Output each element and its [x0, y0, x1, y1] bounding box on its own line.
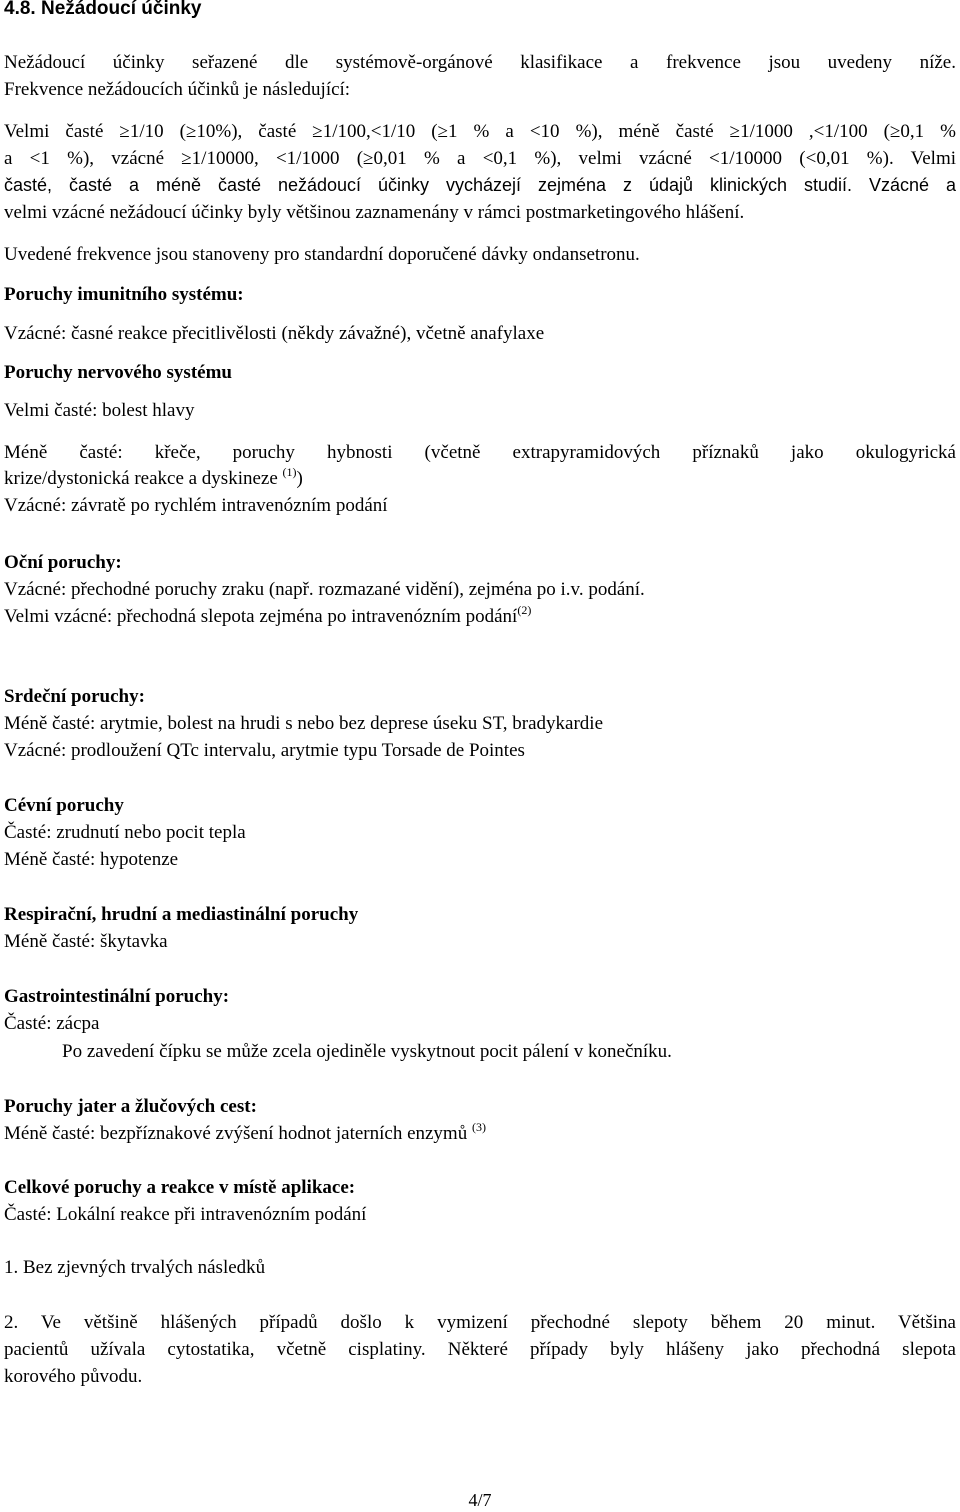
dose-note: Uvedené frekvence jsou stanoveny pro standardní doporučené dávky ondansetronu. [4, 244, 640, 265]
footnote-ref-2: (2) [517, 603, 532, 617]
nervous-uncommon-close: ) [296, 468, 303, 489]
cardiac-heading: Srdeční poruchy: [4, 686, 145, 707]
footnote-ref-1: (1) [282, 465, 297, 479]
vascular-uncommon: Méně časté: hypotenze [4, 849, 179, 870]
nervous-very-common: Velmi časté: bolest hlavy [4, 400, 195, 421]
frequency-line-2: a <1 %), vzácné ≥1/10000, <1/1000 (≥0,01 % a <0,1 %), velmi vzácné <1/10000 (<0,01 %). Velmi [4, 148, 956, 169]
eye-heading: Oční poruchy: [4, 552, 122, 573]
nervous-uncommon-line-1: Méně časté: křeče, poruchy hybnosti (včetně extrapyramidových příznaků jako okulogyrická [4, 442, 956, 463]
respiratory-heading: Respirační, hrudní a mediastinální poruchy [4, 904, 359, 925]
cardiac-uncommon: Méně časté: arytmie, bolest na hrudi s nebo bez deprese úseku ST, bradykardie [4, 713, 604, 734]
eye-very-rare-text: Velmi vzácné: přechodná slepota zejména po intravenózním podání [4, 606, 518, 627]
cardiac-rare: Vzácné: prodloužení QTc intervalu, arytmie typu Torsade de Pointes [4, 740, 525, 761]
general-heading: Celkové poruchy a reakce v místě aplikace: [4, 1177, 356, 1198]
immune-rare: Vzácné: časné reakce přecitlivělosti (někdy závažné), včetně anafylaxe [4, 323, 545, 344]
footnote-2-line-1: 2. Ve většině hlášených případů došlo k vymizení přechodné slepoty během 20 minut. Většina [4, 1312, 956, 1333]
nervous-uncommon-line-2 [4, 465, 956, 492]
vascular-common: Časté: zrudnutí nebo pocit tepla [4, 822, 246, 843]
nervous-uncommon-text: krize/dystonická reakce a dyskineze [4, 468, 278, 489]
general-common: Časté: Lokální reakce při intravenózním podání [4, 1204, 367, 1225]
nervous-rare: Vzácné: závratě po rychlém intravenózním podání [4, 495, 388, 516]
vascular-heading: Cévní poruchy [4, 795, 124, 816]
footnote-ref-3: (3) [471, 1120, 486, 1134]
gastro-heading: Gastrointestinální poruchy: [4, 986, 230, 1007]
frequency-line-3: časté, časté a méně časté nežádoucí účinky vycházejí zejména z údajů klinických studií. Vzácné a [4, 175, 956, 195]
frequency-line-1: Velmi časté ≥1/10 (≥10%), časté ≥1/100,<1/10 (≥1 % a <10 %), méně časté ≥1/1000 ,<1/100 (≥0,1 % [4, 121, 956, 142]
hepatic-heading: Poruchy jater a žlučových cest: [4, 1096, 257, 1117]
section-title: 4.8. Nežádoucí účinky [4, 0, 202, 19]
gastro-note: Po zavedení čípku se může zcela ojediněle vyskytnout pocit pálení v konečníku. [62, 1041, 672, 1062]
eye-rare: Vzácné: přechodné poruchy zraku (např. rozmazané vidění), zejména po i.v. podání. [4, 579, 645, 600]
footnote-1: 1. Bez zjevných trvalých následků [4, 1257, 266, 1278]
immune-heading: Poruchy imunitního systému: [4, 284, 244, 305]
intro-line-1: Nežádoucí účinky seřazené dle systémově-orgánové klasifikace a frekvence jsou uvedeny níže. [4, 52, 956, 73]
hepatic-uncommon [4, 1120, 956, 1147]
footnote-2-line-2: pacientů užívala cytostatika, včetně cisplatiny. Některé případy byly hlášeny jako přechodná slepota [4, 1339, 956, 1360]
page-number: 4/7 [468, 1490, 492, 1510]
eye-very-rare [4, 603, 956, 630]
hepatic-uncommon-text: Méně časté: bezpříznakové zvýšení hodnot jaterních enzymů [4, 1123, 468, 1144]
frequency-line-4: velmi vzácné nežádoucí účinky byly většinou zaznamenány v rámci postmarketingového hlášení. [4, 202, 745, 223]
footnote-2-line-3: korového původu. [4, 1366, 143, 1387]
gastro-common: Časté: zácpa [4, 1013, 100, 1034]
nervous-heading: Poruchy nervového systému [4, 362, 232, 383]
intro-line-2: Frekvence nežádoucích účinků je následující: [4, 79, 351, 100]
respiratory-uncommon: Méně časté: škytavka [4, 931, 168, 952]
